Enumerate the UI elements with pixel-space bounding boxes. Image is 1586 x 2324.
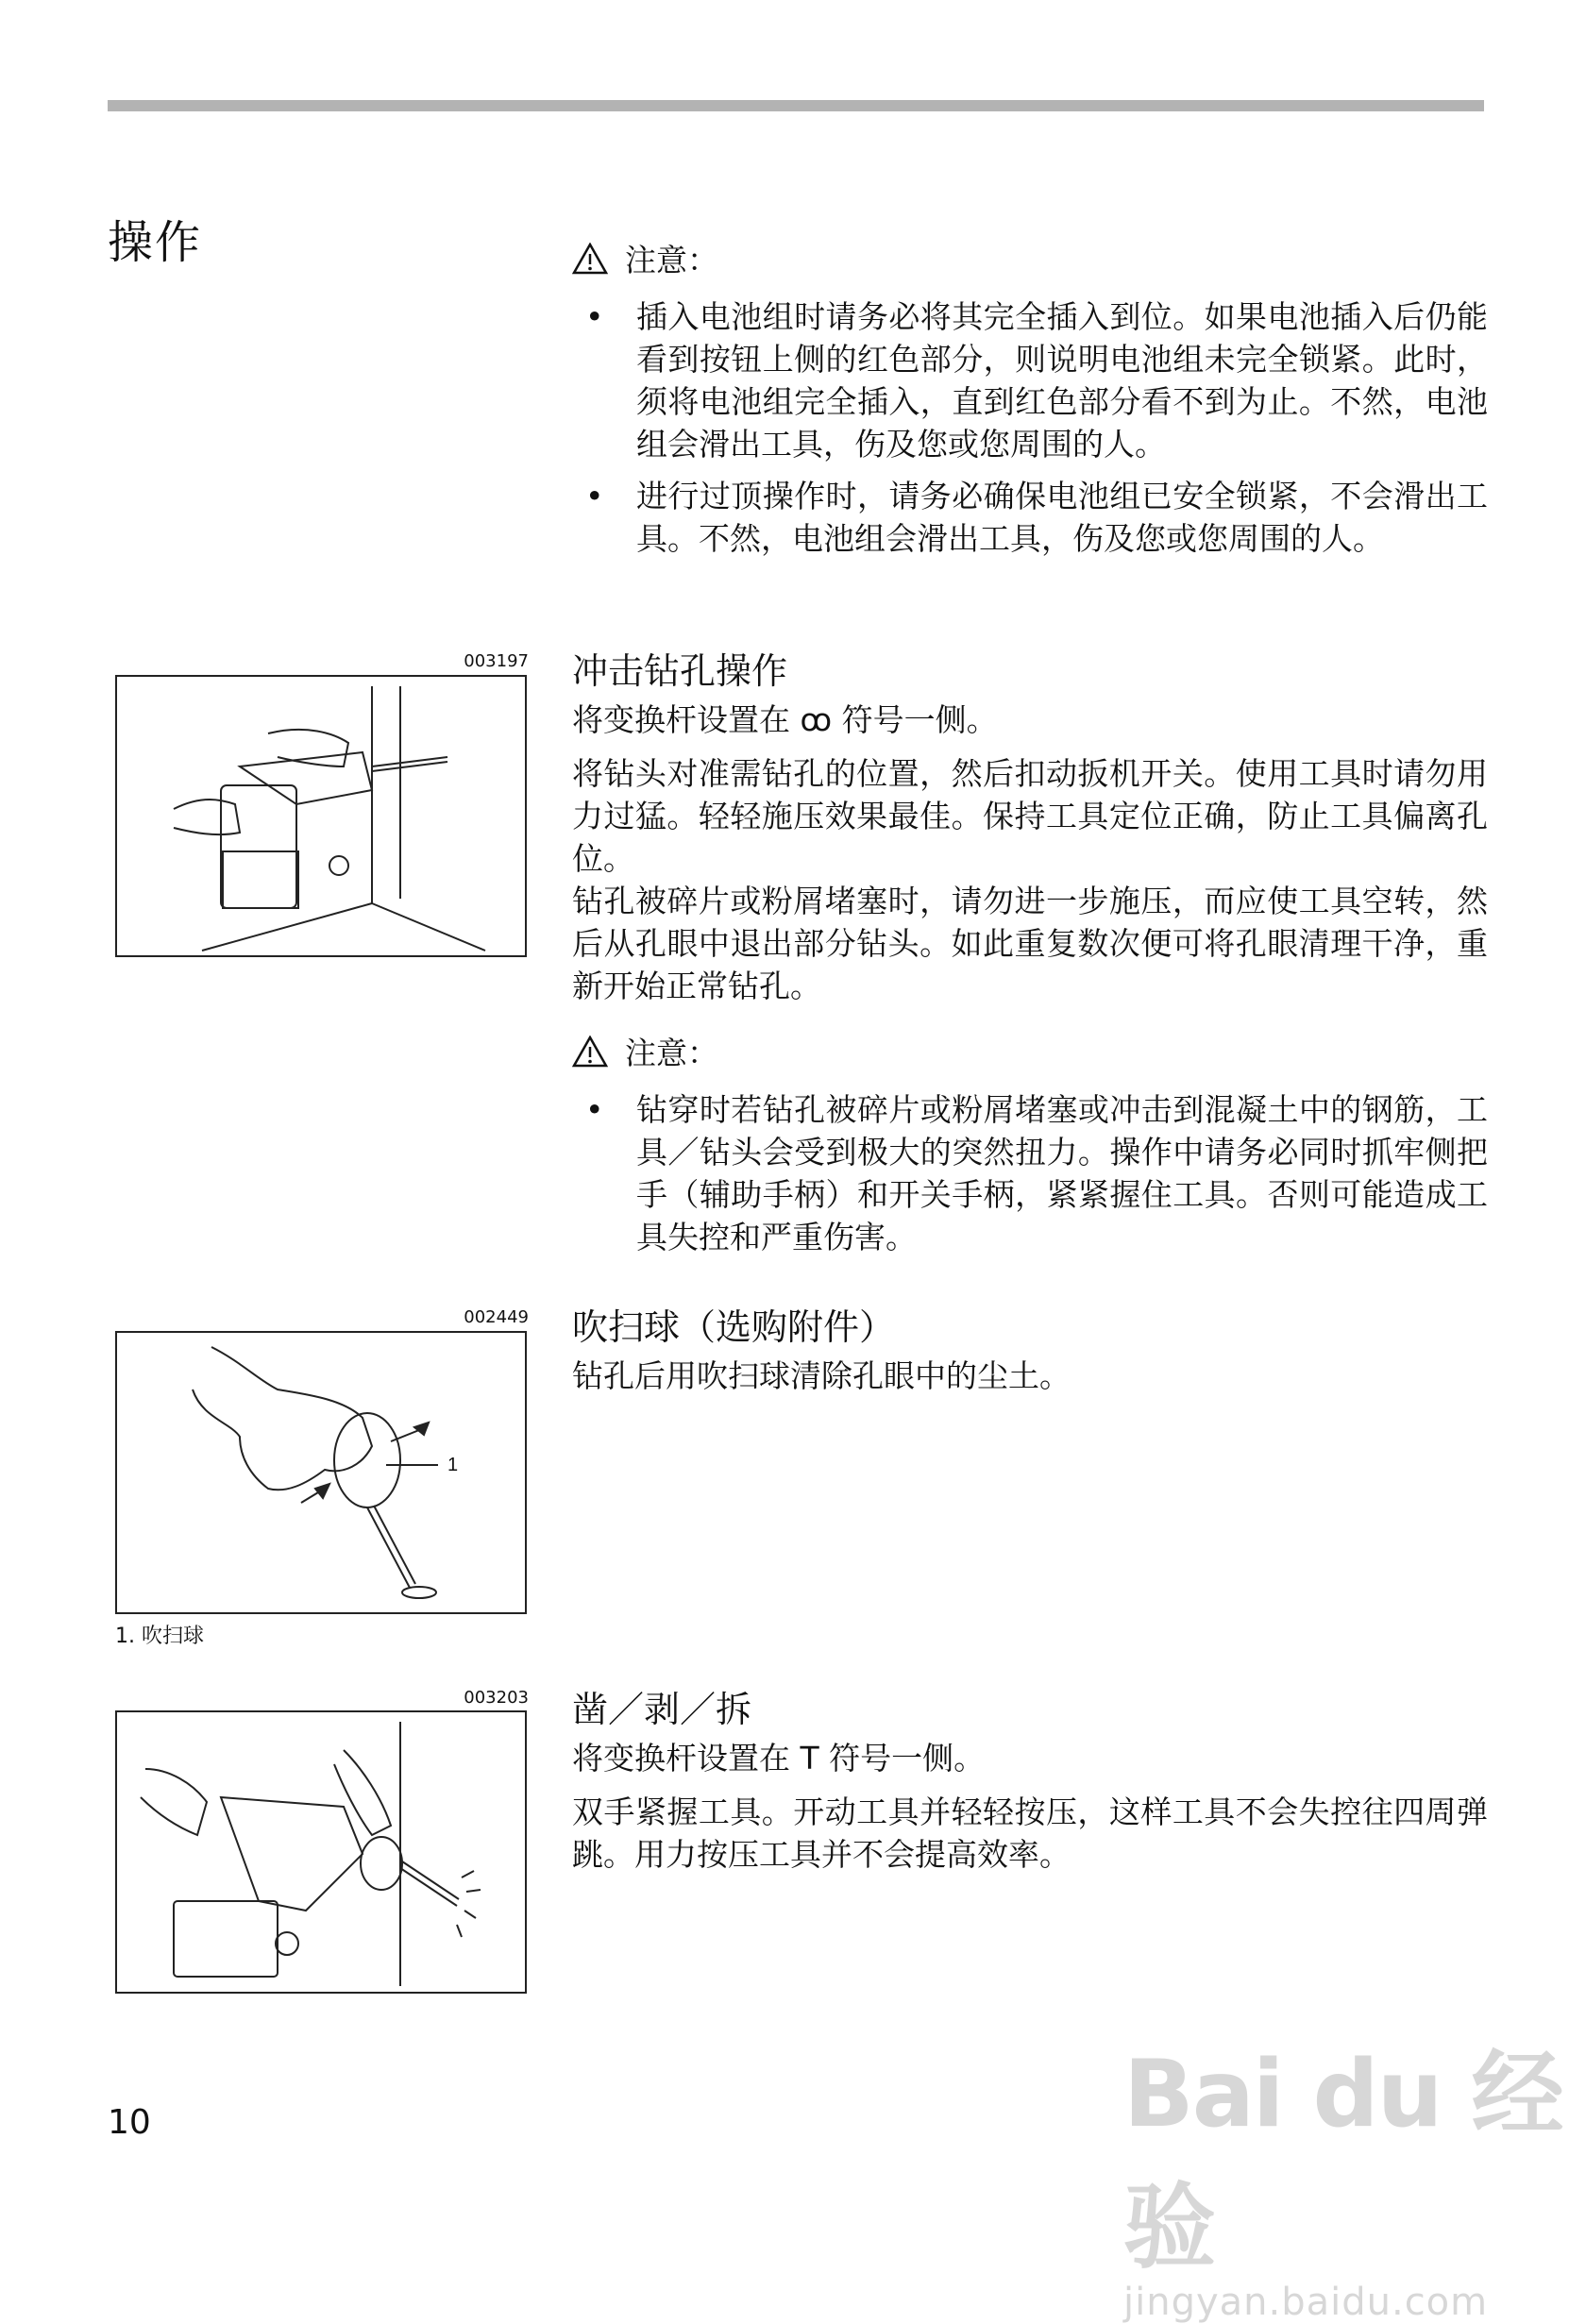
chisel-para2: 双手紧握工具。开动工具并轻轻按压，这样工具不会失控往四周弹跳。用力按压工具并不会提高效率。	[572, 1794, 1488, 1873]
top-rule	[108, 100, 1484, 111]
caution-list	[572, 1088, 1488, 1258]
caution-list	[572, 295, 1488, 560]
caution-label: 注意：	[625, 1035, 718, 1071]
chisel-figure	[115, 1710, 527, 1994]
blow-bulb-illustration	[117, 1333, 525, 1612]
watermark	[1123, 2020, 1586, 2324]
chisel-line1: 将变换杆设置在 T 符号一侧。	[572, 1740, 986, 1777]
hammer-title: 冲击钻孔操作	[572, 650, 788, 692]
figure-code: 003197	[464, 651, 529, 671]
hammer-body	[572, 699, 1488, 1007]
hammer-para2: 将钻头对准需钻孔的位置，然后扣动扳机开关。使用工具时请勿用力过猛。轻轻施压效果最佳。保持工具定位正确，防止工具偏离孔位。	[572, 755, 1488, 877]
figure-code: 003203	[464, 1688, 529, 1708]
chisel-title: 凿／剥／拆	[572, 1689, 752, 1730]
hammer-drill-illustration	[117, 677, 525, 955]
blow-text: 钻孔后用吹扫球清除孔眼中的尘土。	[572, 1357, 1071, 1394]
hammer-drill-figure	[115, 675, 527, 957]
blow-bulb-figure	[115, 1331, 527, 1614]
warning-icon	[572, 1036, 608, 1068]
chisel-illustration	[117, 1712, 525, 1992]
page-title: 操作	[108, 216, 203, 269]
caution-label: 注意：	[625, 242, 718, 278]
callout-number: 1	[447, 1455, 459, 1475]
chisel-body	[572, 1737, 1488, 1876]
figure-caption: 1. 吹扫球	[115, 1625, 204, 1648]
list-item: • 钻穿时若钻孔被碎片或粉屑堵塞或冲击到混凝土中的钢筋，工具／钻头会受到极大的突然扭力。操作中请务必同时抓牢侧把手（辅助手柄）和开关手柄，紧紧握住工具。否则可能造成工具失控和严重伤害。	[572, 1088, 1488, 1258]
blow-title: 吹扫球（选购附件）	[572, 1306, 896, 1348]
caution-block-1	[572, 236, 1488, 569]
list-item: • 进行过顶操作时，请务必确保电池组已安全锁紧，不会滑出工具。不然，电池组会滑出工具，伤及您或您周围的人。	[572, 475, 1488, 560]
caution-heading	[572, 236, 1488, 280]
caution-heading	[572, 1029, 1488, 1073]
hammer-line1: 将变换杆设置在 ꝏ 符号一侧。	[572, 701, 998, 738]
list-item: • 插入电池组时请务必将其完全插入到位。如果电池插入后仍能看到按钮上侧的红色部分，则说明电池组未完全锁紧。此时，须将电池组完全插入，直到红色部分看不到为止。不然，电池组会滑出工具，伤及您或您周围的人。	[572, 295, 1488, 465]
page-number: 10	[108, 2103, 151, 2142]
watermark-brand: Bai du 经验	[1123, 2041, 1562, 2282]
warning-icon	[572, 243, 608, 275]
blow-body	[572, 1355, 1488, 1397]
figure-code: 002449	[464, 1307, 529, 1327]
caution-block-2	[572, 1029, 1488, 1268]
hammer-para3: 钻孔被碎片或粉屑堵塞时，请勿进一步施压，而应使工具空转，然后从孔眼中退出部分钻头。如此重复数次便可将孔眼清理干净，重新开始正常钻孔。	[572, 883, 1488, 1004]
watermark-url: jingyan.baidu.com	[1123, 2281, 1489, 2324]
